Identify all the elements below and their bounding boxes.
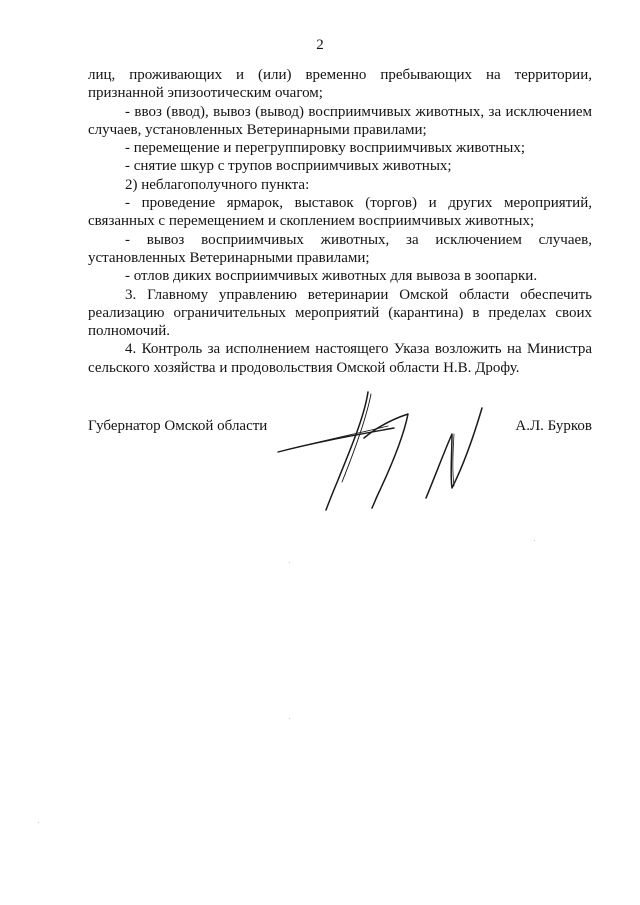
page-number: 2: [316, 37, 324, 53]
scan-speck: [289, 562, 290, 563]
scan-speck: [38, 822, 39, 823]
paragraph-import-export-ban: - ввоз (ввод), вывоз (вывод) восприимчивых животных, за исключением случаев, установленных Ветеринарными правилами;: [88, 103, 592, 138]
scan-speck: [289, 718, 290, 719]
paragraph-exposure-persons: лиц, проживающих и (или) временно пребывающих на территории, признанной эпизоотическим очагом;: [88, 67, 592, 102]
signer-position: Губернатор Омской области: [88, 418, 268, 434]
paragraph-export-ban: - вывоз восприимчивых животных, за исключением случаев, установленных Ветеринарными правилами;: [88, 231, 592, 266]
paragraph-item-3: 3. Главному управлению ветеринарии Омской области обеспечить реализацию ограничительных мероприятий (карантина) в пределах своих полномочий.: [88, 286, 592, 340]
scan-speck: [534, 540, 535, 541]
paragraph-fairs-ban: - проведение ярмарок, выставок (торгов) и других мероприятий, связанных с перемещением и скоплением восприимчивых животных;: [88, 195, 592, 230]
document-body: [88, 66, 592, 377]
paragraph-unfavorable-point: 2) неблагополучного пункта:: [125, 176, 310, 193]
handwritten-signature: [276, 390, 486, 520]
paragraph-movement-ban: - перемещение и перегруппировку восприимчивых животных;: [125, 140, 526, 157]
paragraph-capture-ban: - отлов диких восприимчивых животных для вывоза в зоопарки.: [125, 268, 538, 285]
paragraph-item-4: 4. Контроль за исполнением настоящего Указа возложить на Министра сельского хозяйства и продовольствия Омской области Н.В. Дрофу.: [88, 341, 592, 376]
signer-name: А.Л. Бурков: [515, 418, 592, 434]
paragraph-skinning-ban: - снятие шкур с трупов восприимчивых животных;: [125, 158, 452, 175]
signature-block: [88, 400, 592, 530]
